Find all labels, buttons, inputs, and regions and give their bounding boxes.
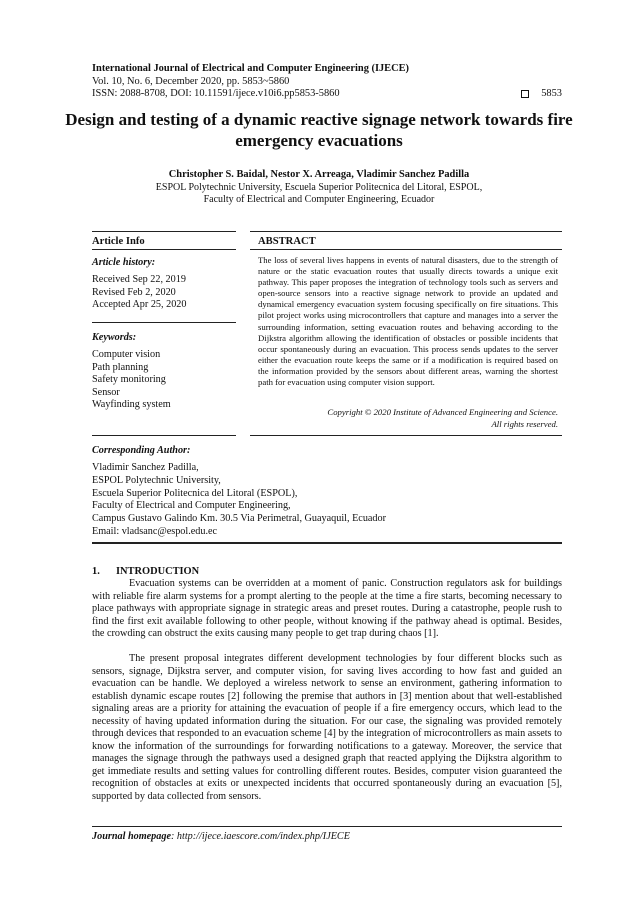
divider [92,826,562,827]
issn-line: ISSN: 2088-8708, DOI: 10.11591/ijece.v10i6.pp5853-5860 [92,88,340,99]
article-info-heading: Article Info [92,236,145,247]
keywords-heading: Keywords: [92,332,137,343]
journal-header [92,63,562,101]
footer-label: Journal homepage [92,831,171,842]
history-item: Revised Feb 2, 2020 [92,286,176,298]
corresponding-author-heading: Corresponding Author: [92,445,191,456]
keyword-item: Sensor [92,386,120,398]
divider [92,542,562,544]
paragraph: The present proposal integrates different development technologies by four different blocks such as sensors, signage, Dijkstra server, and computer vision, for saving lives according to how fast and guided an evacuation can be handle. We deployed a wireless network to sense an environment, gathering information to establish dynamic escape routes [2] following the premise that authors in [3] mention about that well-established signaling areas are a priority for attaining the evacuation of people if a fire emergency occurs, which lead to the necessity of having updated information during the situation. For our case, the signaling was provided remotely through devices that responded to an evacuation scheme [4] by the integration of microcontrollers as main assets to know the information of the surroundings for forwarding notifications to a gateway. Moreover, the service that manages the signage through the pathways used a designed graph that reacted applying the Dijkstra algorithm to get immediate results and setting values for controlling different routes. Besides, computer vision guaranteed the recognition of obstacles at exits or unexpected incidents that occurred spontaneously during an evacuation [5], supported by data collected from sensors. [92,653,562,803]
corresponding-line: ESPOL Polytechnic University, [92,474,221,486]
keyword-item: Path planning [92,361,149,373]
journal-footer: Journal homepage: http://ijece.iaescore.com/index.php/IJECE [92,831,350,842]
corresponding-author-block [92,462,562,539]
author-list: Christopher S. Baidal, Nestor X. Arreaga, Vladimir Sanchez Padilla [168,169,470,180]
affiliation-line: Faculty of Electrical and Computer Engineering, Ecuador [203,194,435,205]
divider [92,435,236,436]
history-item: Accepted Apr 25, 2020 [92,299,187,311]
paper-title: Design and testing of a dynamic reactive signage network towards fire emergency evacuations [65,110,573,150]
keyword-list [92,349,171,412]
section-title: INTRODUCTION [116,566,200,577]
copyright-notice [258,407,558,430]
corresponding-line: Escuela Superior Politecnica del Litoral (ESPOL), [92,487,298,499]
paragraph: Evacuation systems can be overridden at a moment of panic. Construction regulators ask for buildings with reliable fire alarm systems for a prompt alerting to the people at the time a fire starts, becoming necessary to place pathways with appropriate signage in strategic areas and preset routes. During a catastrophe, people rush to find the first exit available following to other people, without knowing if the pathway ahead is optimal. Besides, the crowding can obstruct the exits causing many people to get trap during chaos [1]. [92,578,562,640]
divider [250,435,562,436]
keyword-item: Computer vision [92,349,161,360]
volume-line: Vol. 10, No. 6, December 2020, pp. 5853~5860 [92,75,290,87]
page-number: 5853 [541,88,562,99]
body-text [92,653,562,804]
journal-homepage-link[interactable]: http://ijece.iaescore.com/index.php/IJECE [176,831,350,842]
corresponding-email: Email: vladsanc@espol.edu.ec [92,525,218,537]
affiliation-line: ESPOL Polytechnic University, Escuela Superior Politecnica del Litoral, ESPOL, [155,182,483,193]
square-icon [521,90,529,98]
body-text [92,578,562,641]
keyword-item: Safety monitoring [92,374,166,386]
corresponding-line: Faculty of Electrical and Computer Engineering, [92,500,291,512]
keyword-item: Wayfinding system [92,399,171,411]
divider [250,249,562,250]
article-history-heading: Article history: [92,257,156,268]
copyright-line: All rights reserved. [491,418,558,429]
affiliation [60,182,578,206]
history-item: Received Sep 22, 2019 [92,274,186,285]
divider [92,322,236,323]
article-history-list [92,274,187,312]
abstract-text: The loss of several lives happens in events of natural disasters, due to the strength of nature or the static evacuation routes that usually directs towards a unique exit pathway. This paper proposes the integration of technology tools such as servers and open-source sensors into a reactive signage network to provide an updated and dynamical emergency evacuation system focusing specifically on fire situations. This pilot project works using microcontrollers that capture and manages into a server the surrounding information, setting evacuation routes and behaving according to the Dijkstra algorithm allowing the identification of obstacles or possible incidents that occur spontaneously during an evacuation. This process sends updates to the server either the evacuation route keeps the same or if a modification is required based on the information provided by the sensors about different areas, warning the shortest path for evacuation using computer vision support. [258,255,558,388]
abstract-heading: ABSTRACT [258,236,316,247]
copyright-line: Copyright © 2020 Institute of Advanced Engineering and Science. [327,407,558,417]
divider [92,249,236,250]
section-heading [92,566,199,577]
journal-name: International Journal of Electrical and Computer Engineering (IJECE) [92,63,410,74]
corresponding-line: Vladimir Sanchez Padilla, [92,462,199,473]
divider [92,231,236,232]
divider [250,231,562,232]
corresponding-line: Campus Gustavo Galindo Km. 30.5 Via Perimetral, Guayaquil, Ecuador [92,513,387,525]
section-number: 1. [92,566,100,577]
